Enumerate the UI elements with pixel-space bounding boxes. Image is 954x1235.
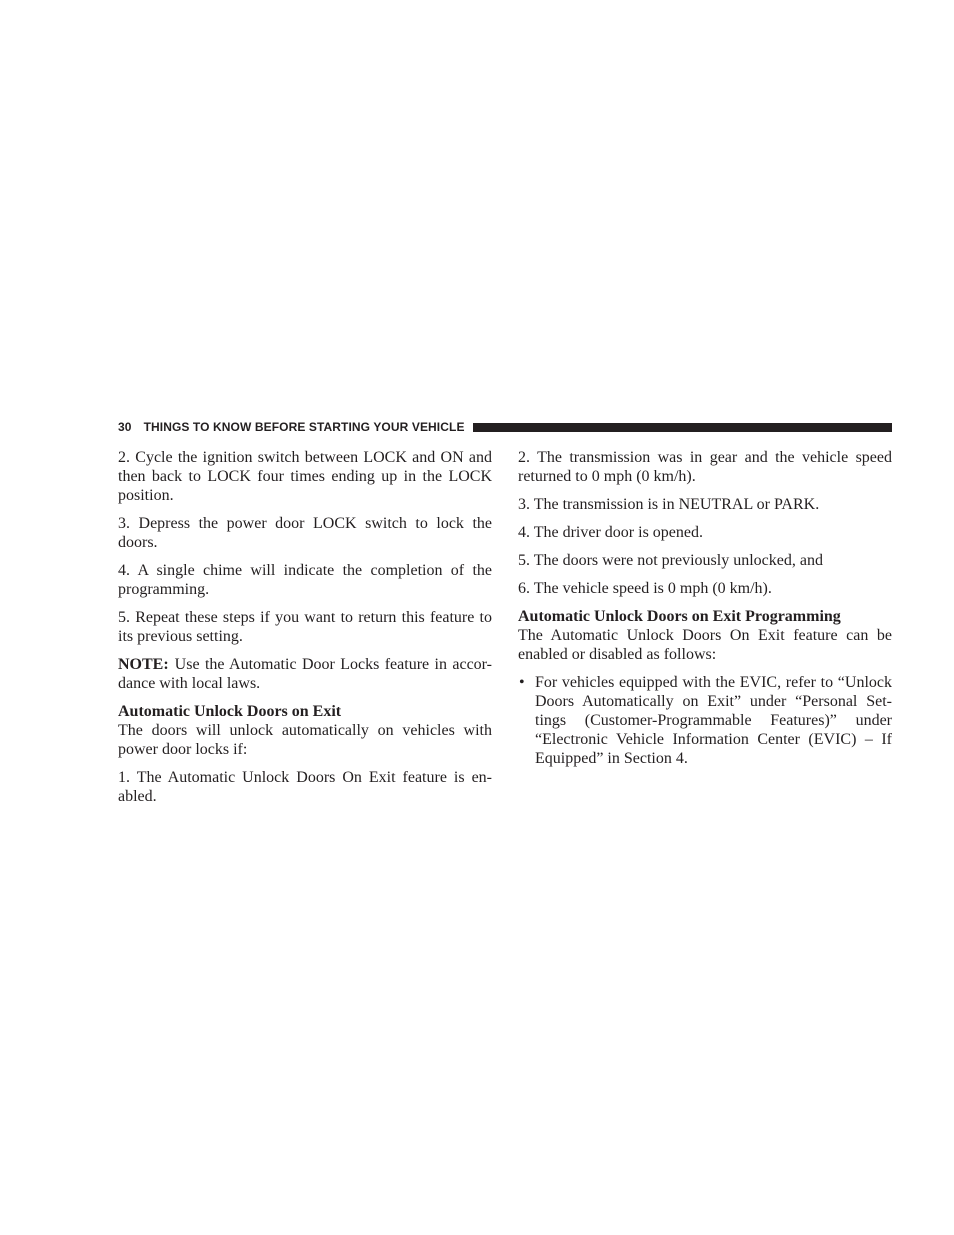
bullet-list <box>518 673 892 768</box>
step-3: 3. Depress the power door LOCK switch to lock the doors. <box>118 515 492 551</box>
step-4: 4. A single chime will indicate the completion of the programming. <box>118 562 492 598</box>
left-column <box>118 448 492 815</box>
page-number: 30 <box>118 420 132 434</box>
condition-1: 1. The Automatic Unlock Doors On Exit feature is en-abled. <box>118 769 492 805</box>
note <box>118 655 492 693</box>
bullet-icon: • <box>519 674 525 691</box>
right-column <box>518 448 892 768</box>
list-item <box>518 673 892 768</box>
section-intro: The doors will unlock automatically on vehicles with power door locks if: <box>118 722 492 758</box>
condition-5: 5. The doors were not previously unlocked, and <box>518 552 823 569</box>
condition-2: 2. The transmission was in gear and the vehicle speed returned to 0 mph (0 km/h). <box>518 449 892 485</box>
step-2: 2. Cycle the ignition switch between LOCK and ON and then back to LOCK four times ending up in the LOCK position. <box>118 449 492 504</box>
page-header <box>118 418 892 436</box>
section-heading-unlock-on-exit: Automatic Unlock Doors on Exit <box>118 703 342 720</box>
note-text: Use the Automatic Door Locks feature in accor-dance with local laws. <box>118 656 492 692</box>
condition-6: 6. The vehicle speed is 0 mph (0 km/h). <box>518 580 772 597</box>
header-rule <box>473 423 892 432</box>
condition-3: 3. The transmission is in NEUTRAL or PARK. <box>518 496 820 513</box>
programming-intro: The Automatic Unlock Doors On Exit feature can be enabled or disabled as follows: <box>518 627 892 663</box>
section-heading-programming: Automatic Unlock Doors on Exit Programming <box>518 608 841 625</box>
chapter-title: THINGS TO KNOW BEFORE STARTING YOUR VEHICLE <box>143 420 465 434</box>
condition-4: 4. The driver door is opened. <box>518 524 703 541</box>
note-label: NOTE: <box>118 656 169 673</box>
step-5: 5. Repeat these steps if you want to return this feature to its previous setting. <box>118 609 492 645</box>
bullet-text: For vehicles equipped with the EVIC, refer to “Unlock Doors Automatically on Exit” under “Personal Set-tings (Customer-Programmable Features)” under “Electronic Vehicle Information Center (EVIC) – If Equipped” in Section 4. <box>535 674 892 767</box>
